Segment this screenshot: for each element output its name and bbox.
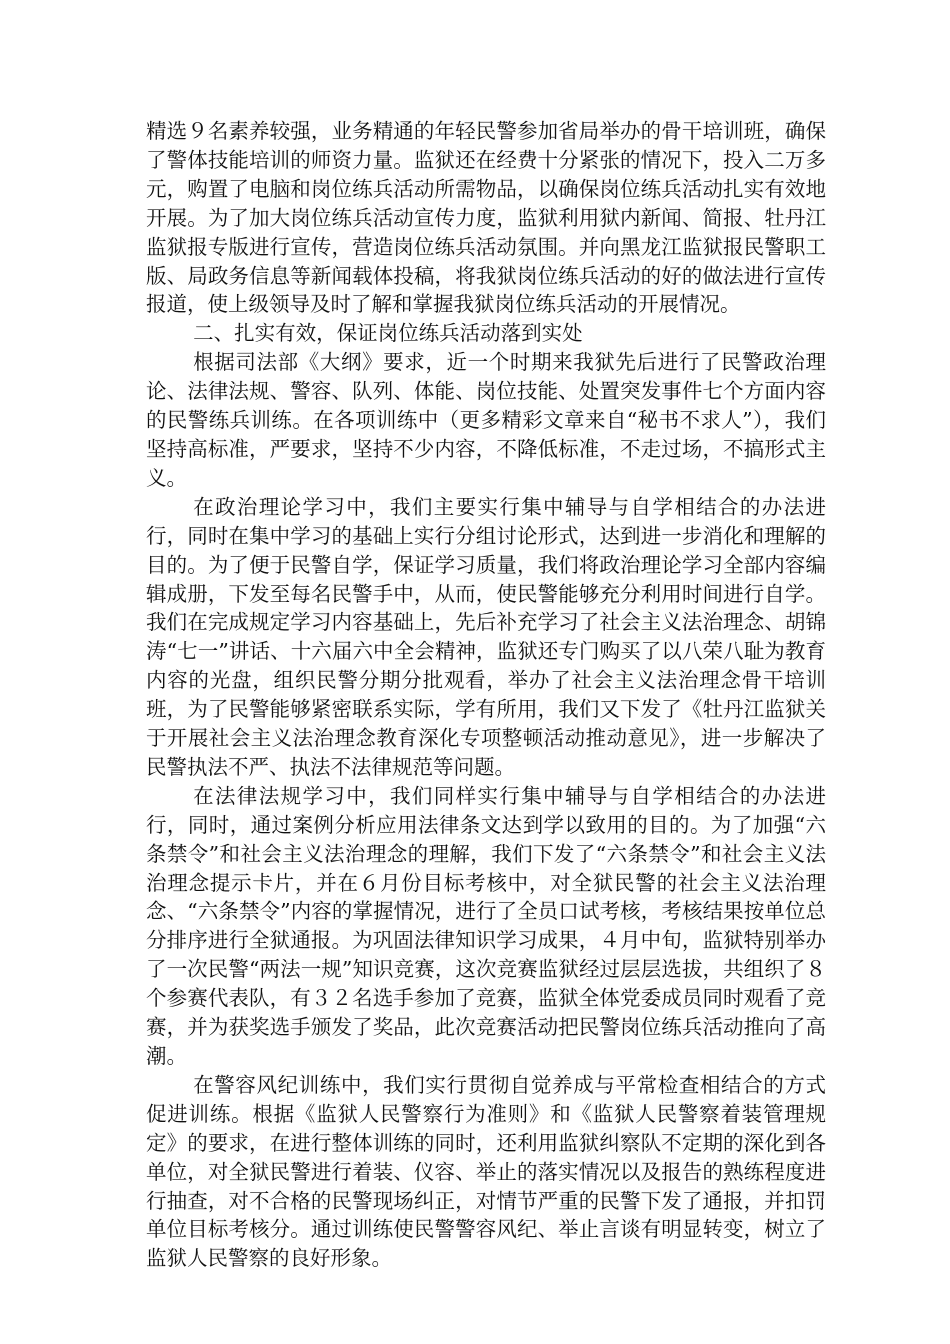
paragraph-appearance-discipline: 在警容风纪训练中，我们实行贯彻自觉养成与平常检查相结合的方式促进训练。根据《监狱人民警察行为准则》和《监狱人民警察着装管理规定》的要求，在进行整体训练的同时，还利用监狱纠察队不定期的深化到各单位，对全狱民警进行着装、仪容、举止的落实情况以及报告的熟练程度进行抽查，对不合格的民警现场纠正，对情节严重的民警下发了通报，并扣罚单位目标考核分。通过训练使民警警容风纪、举止言谈有明显转变，树立了监狱人民警察的良好形象。 <box>146 1072 826 1271</box>
document-body <box>146 117 826 1273</box>
paragraph-political-theory: 在政治理论学习中，我们主要实行集中辅导与自学相结合的办法进行，同时在集中学习的基础上实行分组讨论形式，达到进一步消化和理解的目的。为了便于民警自学，保证学习质量，我们将政治理论学习全部内容编辑成册，下发至每名民警手中，从而，使民警能够充分利用时间进行自学。我们在完成规定学习内容基础上，先后补充学习了社会主义法治理念、胡锦涛“七一”讲话、十六届六中全会精神，监狱还专门购买了以八荣八耻为教育内容的光盘，组织民警分期分批观看，举办了社会主义法治理念骨干培训班，为了民警能够紧密联系实际，学有所用，我们又下发了《牡丹江监狱关于开展社会主义法治理念教育深化专项整顿活动推动意见》，进一步解决了民警执法不严、执法不法律规范等问题。 <box>146 494 826 779</box>
paragraph-laws-regulations: 在法律法规学习中，我们同样实行集中辅导与自学相结合的办法进行，同时，通过案例分析应用法律条文达到学以致用的目的。为了加强“六条禁令”和社会主义法治理念的理解，我们下发了“六条禁令”和社会主义法治理念提示卡片，并在６月份目标考核中，对全狱民警的社会主义法治理念、“六条禁令”内容的掌握情况，进行了全员口试考核，考核结果按单位总分排序进行全狱通报。为巩固法律知识学习成果，４月中旬，监狱特别举办了一次民警“两法一规”知识竞赛，这次竞赛监狱经过层层选拔，共组织了８个参赛代表队，有３２名选手参加了竞赛，监狱全体党委成员同时观看了竞赛，并为获奖选手颁发了奖品，此次竞赛活动把民警岗位练兵活动推向了高潮。 <box>146 783 826 1068</box>
paragraph-continuation: 精选９名素养较强，业务精通的年轻民警参加省局举办的骨干培训班，确保了警体技能培训的师资力量。监狱还在经费十分紧张的情况下，投入二万多元，购置了电脑和岗位练兵活动所需物品，以确保岗位练兵活动扎实有效地开展。为了加大岗位练兵活动宣传力度，监狱利用狱内新闻、简报、牡丹江监狱报专版进行宣传，营造岗位练兵活动氛围。并向黑龙江监狱报民警职工版、局政务信息等新闻载体投稿，将我狱岗位练兵活动的好的做法进行宣传报道，使上级领导及时了解和掌握我狱岗位练兵活动的开展情况。 <box>146 119 826 317</box>
paragraph-overview: 根据司法部《大纲》要求，近一个时期来我狱先后进行了民警政治理论、法律法规、警容、队列、体能、岗位技能、处置突发事件七个方面内容的民警练兵训练。在各项训练中（更多精彩文章来自“秘书不求人”），我们坚持高标准，严要求，坚持不少内容，不降低标准，不走过场，不搞形式主义。 <box>146 350 826 490</box>
section-heading: 二、扎实有效，保证岗位练兵活动落到实处 <box>193 321 583 346</box>
